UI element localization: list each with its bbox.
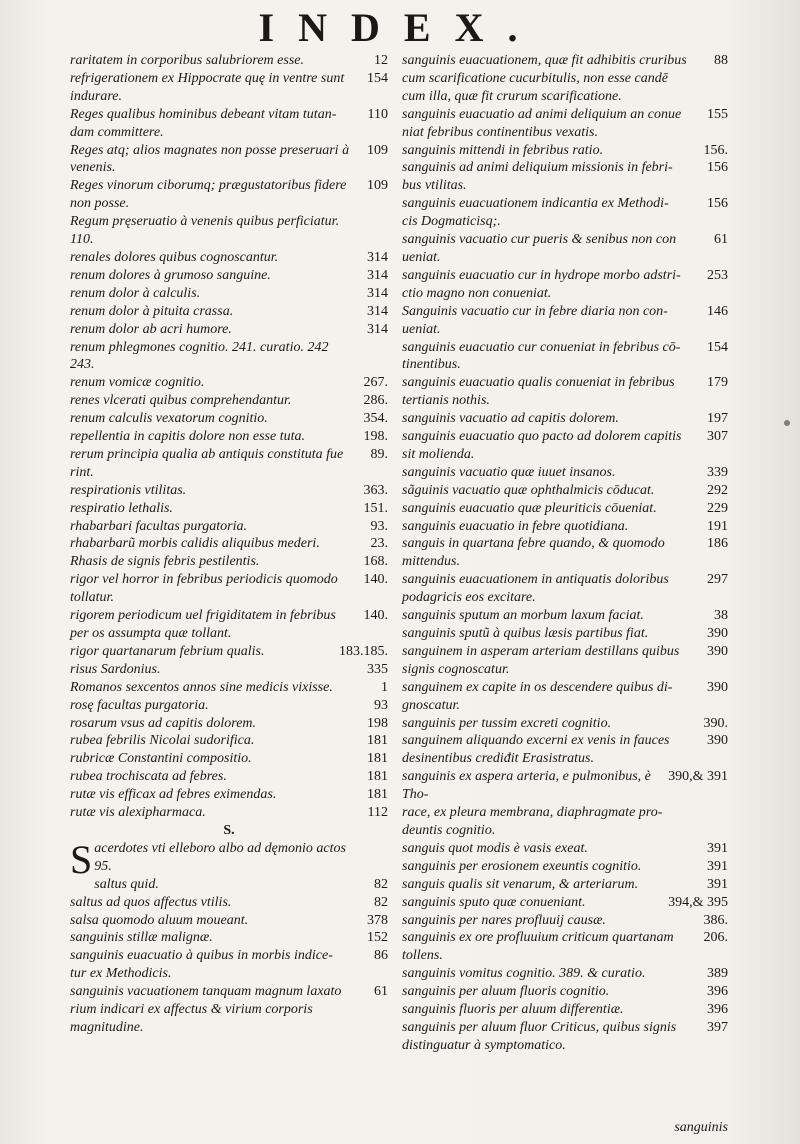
index-entry (70, 106, 388, 142)
index-entry-page: 152 (367, 930, 388, 946)
index-entry-page: 93 (374, 697, 388, 713)
index-entry (402, 679, 728, 715)
index-entry-page: 110 (367, 106, 388, 122)
index-entry (402, 876, 728, 894)
index-entry-page: 390. (703, 715, 728, 731)
index-entry-page: 396 (707, 984, 728, 1000)
index-entry (70, 446, 388, 482)
index-entry-text: risus Sardonius. (70, 661, 161, 677)
index-entry (402, 518, 728, 536)
index-entry-page: 390 (707, 733, 728, 749)
index-entry-text: sanguinis vacuatio ad capitis dolorem. (402, 411, 619, 427)
index-entry-page: 181 (367, 751, 388, 767)
right-column (402, 52, 728, 1055)
index-entry-page: 151. (363, 500, 388, 516)
index-entry-page: 339 (707, 464, 728, 480)
index-entry (70, 947, 388, 983)
index-entry-text: saltus quid. (94, 876, 159, 892)
index-entry (402, 929, 728, 965)
index-entry-text: rubricæ Constantini compositio. (70, 751, 252, 767)
index-entry-text: Sanguinis vacuatio cur in febre diaria non con- ueniat. (402, 303, 668, 337)
index-entry (402, 1001, 728, 1019)
index-entry-page: 112 (367, 805, 388, 821)
ink-spot (784, 420, 790, 426)
index-entry-page: 314 (367, 321, 388, 337)
index-entry-page: 253 (707, 267, 728, 283)
index-entry-text: sanguinis euacuationem, quæ fit adhibitis cruribus cum scarificatione cucurbitulis, non esse candē cum illa, quæ fit crurum scarificatione. (402, 53, 687, 104)
index-entry-text: sanguinis euacuationem in antiquatis doloribus podagricis eos excitare. (402, 572, 669, 606)
index-entry (70, 983, 388, 1037)
index-entry-page: 168. (363, 554, 388, 570)
index-entry-page: 391 (707, 840, 728, 856)
index-entry-page: 86 (374, 948, 388, 964)
index-entry (402, 482, 728, 500)
index-entry-page: 389 (707, 966, 728, 982)
catchword: sanguinis (674, 1120, 728, 1135)
index-entry-text: sanguinis per tussim excreti cognitio. (402, 715, 612, 731)
index-entry-page: 82 (374, 894, 388, 910)
index-entry (70, 553, 388, 571)
index-entry-page: 140. (363, 572, 388, 588)
index-entry (70, 518, 388, 536)
index-entry-text: salsa quomodo aluum moueant. (70, 912, 249, 928)
index-entry-page: 61 (374, 984, 388, 1000)
index-entry-page: 267. (363, 375, 388, 391)
index-entry-text: sanguinis euacuatio quæ pleuriticis cōueniat. (402, 500, 657, 516)
index-entry-page: 183.185. (339, 643, 388, 659)
index-entry-page: 363. (363, 482, 388, 498)
index-entry-text: renales dolores quibus cognoscantur. (70, 249, 279, 265)
index-entry-text: sanguinis vomitus cognitio. 389. & curatio. (402, 966, 646, 982)
index-entry-text: sanguinis vacuatio quæ iuuet insanos. (402, 464, 616, 480)
index-entry (70, 410, 388, 428)
index-entry-page: 179 (707, 375, 728, 391)
index-entry-page: 314 (367, 303, 388, 319)
index-entry (70, 607, 388, 643)
index-entry-text: renum phlegmones cognitio. 241. curatio. 242 243. (70, 339, 329, 373)
index-entry (70, 392, 388, 410)
index-entry-text: sanguinis euacuatio cur conueniat in febribus cō- tinentibus. (402, 339, 681, 373)
index-entry (70, 374, 388, 392)
index-entry-text: rosę facultas purgatoria. (70, 697, 209, 713)
index-entry-text: rutæ vis efficax ad febres eximendas. (70, 787, 277, 803)
index-entry (70, 732, 388, 750)
index-entry-page: 391 (707, 876, 728, 892)
index-entry-page: 154 (367, 70, 388, 86)
index-entry-page: 89. (370, 446, 388, 462)
index-entry (70, 142, 388, 178)
index-entry (70, 912, 388, 930)
index-entry (70, 213, 388, 249)
index-entry-text: rhabarbarũ morbis calidis aliquibus mederi. (70, 536, 320, 552)
index-entry-page: 109 (367, 178, 388, 194)
index-entry-text: renum dolor ab acri humore. (70, 321, 232, 337)
index-entry-text: sanguis in quartana febre quando, & quomodo mittendus. (402, 536, 665, 570)
s-section-entries (70, 876, 388, 1037)
index-entry-text: Regum pręseruatio à venenis quibus perficiatur. 110. (70, 214, 340, 248)
index-entry-text: sanguinis euacuatio in febre quotidiana. (402, 518, 629, 534)
index-entry-page: 140. (363, 608, 388, 624)
index-entry-page: 93. (370, 518, 388, 534)
index-entry (70, 321, 388, 339)
index-entry (70, 500, 388, 518)
index-entry (70, 285, 388, 303)
index-entry-text: sanguinis vacuatio cur pueris & senibus non con ueniat. (402, 232, 677, 265)
index-entry-text: sanguinis fluoris per aluum differentiæ. (402, 1002, 624, 1018)
index-entry-page: 394,& 395 (668, 894, 728, 910)
index-entry-page: 229 (707, 500, 728, 516)
index-entry (402, 231, 728, 267)
index-entry (402, 410, 728, 428)
index-entry-text: sanguinis sputo quæ conueniant. (402, 894, 586, 910)
index-entry-page: 12 (374, 53, 388, 68)
index-entry-text: sanguinis per nares profluuij causæ. (402, 912, 606, 928)
index-entry-text: Reges vinorum ciborumq; prægustatoribus fidere non posse. (70, 178, 347, 212)
index-entry (70, 786, 388, 804)
index-entry-page: 181 (367, 733, 388, 749)
index-entry-page: 181 (367, 769, 388, 785)
index-entry (70, 428, 388, 446)
index-entry (70, 750, 388, 768)
index-entry (402, 643, 728, 679)
index-entry (70, 535, 388, 553)
index-entry-page: 186 (707, 536, 728, 552)
index-entry-page: 191 (707, 518, 728, 534)
left-entries (70, 52, 388, 822)
index-entry-text: Reges qualibus hominibus debeant vitam tutan- dam committere. (70, 106, 337, 140)
index-entry (70, 267, 388, 285)
index-entry-text: Reges atq; alios magnates non posse preseruari à venenis. (70, 142, 350, 176)
index-entry-text: rigor quartanarum febrium qualis. (70, 643, 265, 659)
index-entry (402, 894, 728, 912)
index-entry (402, 159, 728, 195)
index-entry-text: raritatem in corporibus salubriorem esse. (70, 53, 304, 68)
index-entry-text: sanguinis ex aspera arteria, e pulmonibus, è Tho- race, ex pleura membrana, diaphragmate pro- deuntis cognitio. (402, 769, 663, 838)
index-entry-text: Romanos sexcentos annos sine medicis vixisse. (70, 679, 333, 695)
index-entry-text: rigor vel horror in febribus periodicis quomodo tollatur. (70, 572, 338, 606)
index-entry-text: renes vlcerati quibus comprehendantur. (70, 393, 292, 409)
index-entry (402, 339, 728, 375)
index-entry (402, 571, 728, 607)
index-entry (70, 679, 388, 697)
index-entry-page: 198 (367, 715, 388, 731)
index-entry-text: respiratio lethalis. (70, 500, 173, 516)
index-entry (70, 70, 388, 106)
index-entry-text: sanguinis stillæ malignæ. (70, 930, 213, 946)
index-entry-text: sanguis qualis sit venarum, & arteriarum. (402, 876, 639, 892)
index-entry-text: sanguinis sputũ à quibus læsis partibus fiat. (402, 626, 649, 641)
index-entry-page: 335 (367, 661, 388, 677)
index-entry-page: 314 (367, 285, 388, 301)
index-entry-page: 197 (707, 411, 728, 427)
index-entry-text: rerum principia qualia ab antiquis constituta fue rint. (70, 446, 344, 480)
index-entry-text: sanguinis per aluum fluoris cognitio. (402, 984, 610, 1000)
drop-cap-initial: S (70, 836, 93, 882)
index-entry (70, 177, 388, 213)
index-entry (70, 482, 388, 500)
index-entry-text: rhabarbari facultas purgatoria. (70, 518, 247, 534)
index-entry-text: sanguinis euacuatio cur in hydrope morbo adstri- ctio magno non conueniat. (402, 267, 681, 301)
index-entry (402, 840, 728, 858)
index-entry-page: 396 (707, 1002, 728, 1018)
index-entry-text: repellentia in capitis dolore non esse tuta. (70, 429, 305, 445)
index-entry-page: 198. (363, 429, 388, 445)
index-entry-page: 156 (707, 196, 728, 212)
index-entry-page: 391 (707, 858, 728, 874)
index-entry-page: 109 (367, 142, 388, 158)
index-entry-text: renum dolor à pituita crassa. (70, 303, 234, 319)
index-entry-page: 61 (714, 232, 728, 248)
index-entry-text: sanguinis sputum an morbum laxum faciat. (402, 608, 644, 624)
left-column (70, 52, 388, 1037)
index-entry-text: rubea febrilis Nicolai sudorifica. (70, 733, 255, 749)
index-entry-page: 378 (367, 912, 388, 928)
index-entry (402, 912, 728, 930)
index-entry-page: 307 (707, 429, 728, 445)
index-entry-text: renum vomicæ cognitio. (70, 375, 205, 391)
index-entry-page: 386. (703, 912, 728, 928)
index-entry (402, 142, 728, 160)
index-entry (402, 983, 728, 1001)
index-entry-page: 88 (714, 53, 728, 68)
index-entry (402, 535, 728, 571)
index-entry-text: sanguinem ex capite in os descendere quibus di- gnoscatur. (402, 679, 673, 713)
index-entry (402, 768, 728, 840)
index-entry (402, 732, 728, 768)
index-entry-page: 82 (374, 876, 388, 892)
index-entry-text: sanguinis euacuatio quo pacto ad dolorem capitis sit molienda. (402, 429, 682, 462)
index-entry-page: 155 (707, 106, 728, 122)
index-entry-text: sanguinis vacuationem tanquam magnum laxato rium indicari ex affectus & virium corporis magnitudine. (70, 984, 342, 1035)
index-entry-text: renum calculis vexatorum cognitio. (70, 411, 268, 427)
index-entry-text: sanguinis euacuationem indicantia ex Methodi- cis Dogmaticisq;. (402, 196, 669, 230)
index-entry (70, 571, 388, 607)
index-entry-text: sãguinis vacuatio quæ ophthalmicis cōducat. (402, 482, 655, 498)
index-entry (70, 339, 388, 375)
index-entry-text: refrigerationem ex Hippocrate quę in ventre sunt indurare. (70, 70, 345, 104)
index-entry (402, 625, 728, 643)
index-entry (402, 965, 728, 983)
index-entry-text: sanguinis euacuatio ad animi deliquium an conue niat febribus continentibus vexatis. (402, 106, 682, 140)
index-entry-text: sanguinis ex ore profluuium criticum quartanam tollens. (402, 930, 674, 964)
index-entry-text: sanguinis per erosionem exeuntis cognitio. (402, 858, 642, 874)
index-entry (70, 303, 388, 321)
index-entry-text: sanguis quot modis è vasis exeat. (402, 840, 588, 856)
section-letter-heading: S. (223, 822, 235, 838)
index-entry (70, 52, 388, 70)
index-entry-page: 38 (714, 608, 728, 624)
index-entry-page: 397 (707, 1019, 728, 1035)
dropcap-entry-text: acerdotes vti elleboro albo ad dęmonio actos 95. (94, 840, 346, 874)
index-entry-text: saltus ad quos affectus vtilis. (70, 894, 232, 910)
index-entry (70, 715, 388, 733)
index-entry-page: 23. (370, 536, 388, 552)
index-entry (402, 195, 728, 231)
index-entry-page: 146 (707, 303, 728, 319)
index-entry (402, 715, 728, 733)
index-entry-text: sanguinis mittendi in febribus ratio. (402, 142, 604, 158)
index-entry-text: respirationis vtilitas. (70, 482, 187, 498)
index-entry-page: 314 (367, 249, 388, 265)
index-entry-page: 1 (381, 679, 388, 695)
index-entry (402, 52, 728, 106)
index-entry (402, 858, 728, 876)
index-entry-page: 154 (707, 339, 728, 355)
index-entry-text: sanguinis euacuatio à quibus in morbis indice- tur ex Methodicis. (70, 948, 333, 982)
index-entry (70, 929, 388, 947)
index-entry-text: sanguinis euacuatio qualis conueniat in febribus tertianis nothis. (402, 375, 675, 409)
index-entry (70, 894, 388, 912)
index-entry (70, 249, 388, 267)
index-entry-page: 156 (707, 160, 728, 176)
index-entry-text: rubea trochiscata ad febres. (70, 769, 227, 785)
index-entry-text: sanguinis ad animi deliquium missionis in febri- bus vtilitas. (402, 160, 673, 194)
index-entry-text: Rhasis de signis febris pestilentis. (70, 554, 260, 570)
index-entry (70, 876, 388, 894)
index-entry (402, 1019, 728, 1055)
index-entry-page: 390 (707, 679, 728, 695)
index-entry-text: rosarum vsus ad capitis dolorem. (70, 715, 257, 731)
page-title: INDEX. (258, 5, 542, 50)
index-entry (402, 607, 728, 625)
index-entry (402, 106, 728, 142)
index-entry (70, 643, 388, 661)
index-entry (402, 267, 728, 303)
right-entries (402, 52, 728, 1055)
index-entry (402, 428, 728, 464)
index-entry-text: renum dolores à grumoso sanguine. (70, 267, 271, 283)
index-entry-text: renum dolor à calculis. (70, 285, 201, 301)
index-entry (70, 768, 388, 786)
index-entry (402, 374, 728, 410)
index-entry-page: 390 (707, 643, 728, 659)
index-entry-page: 314 (367, 267, 388, 283)
index-entry-page: 292 (707, 482, 728, 498)
index-entry-text: sanguinis per aluum fluor Criticus, quibus signis distinguatur à symptomatico. (402, 1019, 677, 1053)
index-entry (402, 464, 728, 482)
index-entry (70, 661, 388, 679)
index-entry-page: 181 (367, 787, 388, 803)
index-entry-text: rigorem periodicum uel frigiditatem in febribus per os assumpta quæ tollant. (70, 608, 336, 641)
index-entry (70, 697, 388, 715)
index-entry-page: 390 (707, 626, 728, 641)
index-entry-page: 286. (363, 393, 388, 409)
index-entry-text: sanguinem aliquando excerni ex venis in fauces desinentibus crediđit Erasistratus. (402, 733, 670, 767)
dropcap-entry (70, 836, 388, 882)
index-entry-page: 297 (707, 572, 728, 588)
index-entry (402, 303, 728, 339)
index-entry-page: 390,& 391 (668, 769, 728, 785)
index-entry-text: rutæ vis alexipharmaca. (70, 805, 206, 821)
index-entry (402, 500, 728, 518)
index-entry-page: 156. (703, 142, 728, 158)
index-entry-page: 354. (363, 411, 388, 427)
index-entry-text: sanguinem in asperam arteriam destillans quibus signis cognoscatur. (402, 643, 680, 677)
index-entry (70, 804, 388, 822)
index-entry-page: 206. (703, 930, 728, 946)
